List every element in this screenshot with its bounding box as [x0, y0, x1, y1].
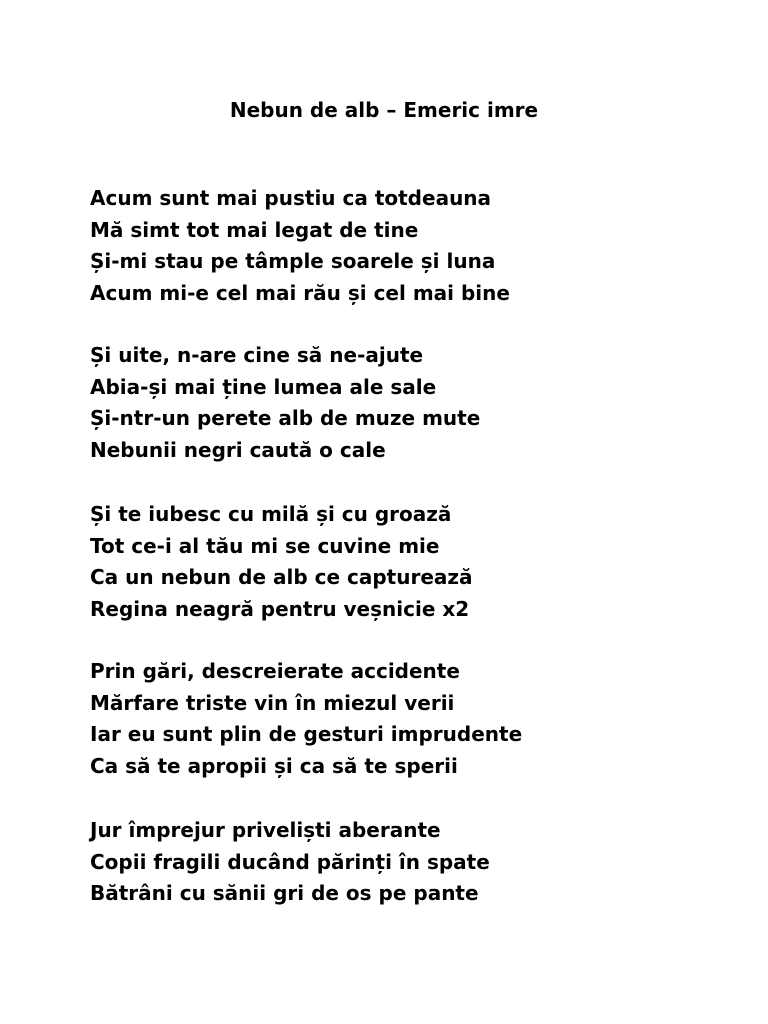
poem-line: Ca să te apropii și ca să te sperii	[90, 753, 458, 778]
poem-line: Acum sunt mai pustiu ca totdeauna	[90, 186, 492, 210]
document-title: Nebun de alb – Emeric imre	[229, 98, 539, 122]
stanza-3	[90, 499, 710, 625]
stanza-1	[90, 183, 710, 309]
poem-line: Mărfare triste vin în miezul verii	[90, 690, 455, 715]
stanza-2	[90, 340, 710, 466]
poem-line: Copii fragili ducând părinți în spate	[90, 849, 490, 874]
poem-line: Tot ce-i al tău mi se cuvine mie	[90, 533, 440, 558]
poem-line: Nebunii negri caută o cale	[90, 437, 386, 462]
poem-line: Iar eu sunt plin de gesturi imprudente	[90, 722, 523, 747]
poem-line: Jur împrejur priveliști aberante	[90, 818, 441, 842]
stanza-4	[90, 656, 710, 782]
stanza-5	[90, 815, 710, 910]
poem-line: Și-mi stau pe tâmple soarele și luna	[90, 249, 496, 274]
poem-line: Bătrâni cu sănii gri de os pe pante	[90, 881, 479, 906]
poem-line: Și uite, n-are cine să ne-ajute	[90, 343, 424, 367]
poem-line: Acum mi-e cel mai rău și cel mai bine	[90, 280, 510, 305]
poem-line: Ca un nebun de alb ce capturează	[90, 565, 473, 590]
poem-line: Regina neagră pentru veșnicie x2	[90, 596, 470, 621]
poem-line: Prin gări, descreierate accidente	[90, 659, 460, 683]
poem-line: Abia-și mai ține lumea ale sale	[90, 374, 437, 399]
poem-line: Și-ntr-un perete alb de muze mute	[90, 406, 481, 431]
poem-line: Și te iubesc cu milă și cu groază	[90, 502, 452, 526]
poem-line: Mă simt tot mai legat de tine	[90, 217, 419, 242]
